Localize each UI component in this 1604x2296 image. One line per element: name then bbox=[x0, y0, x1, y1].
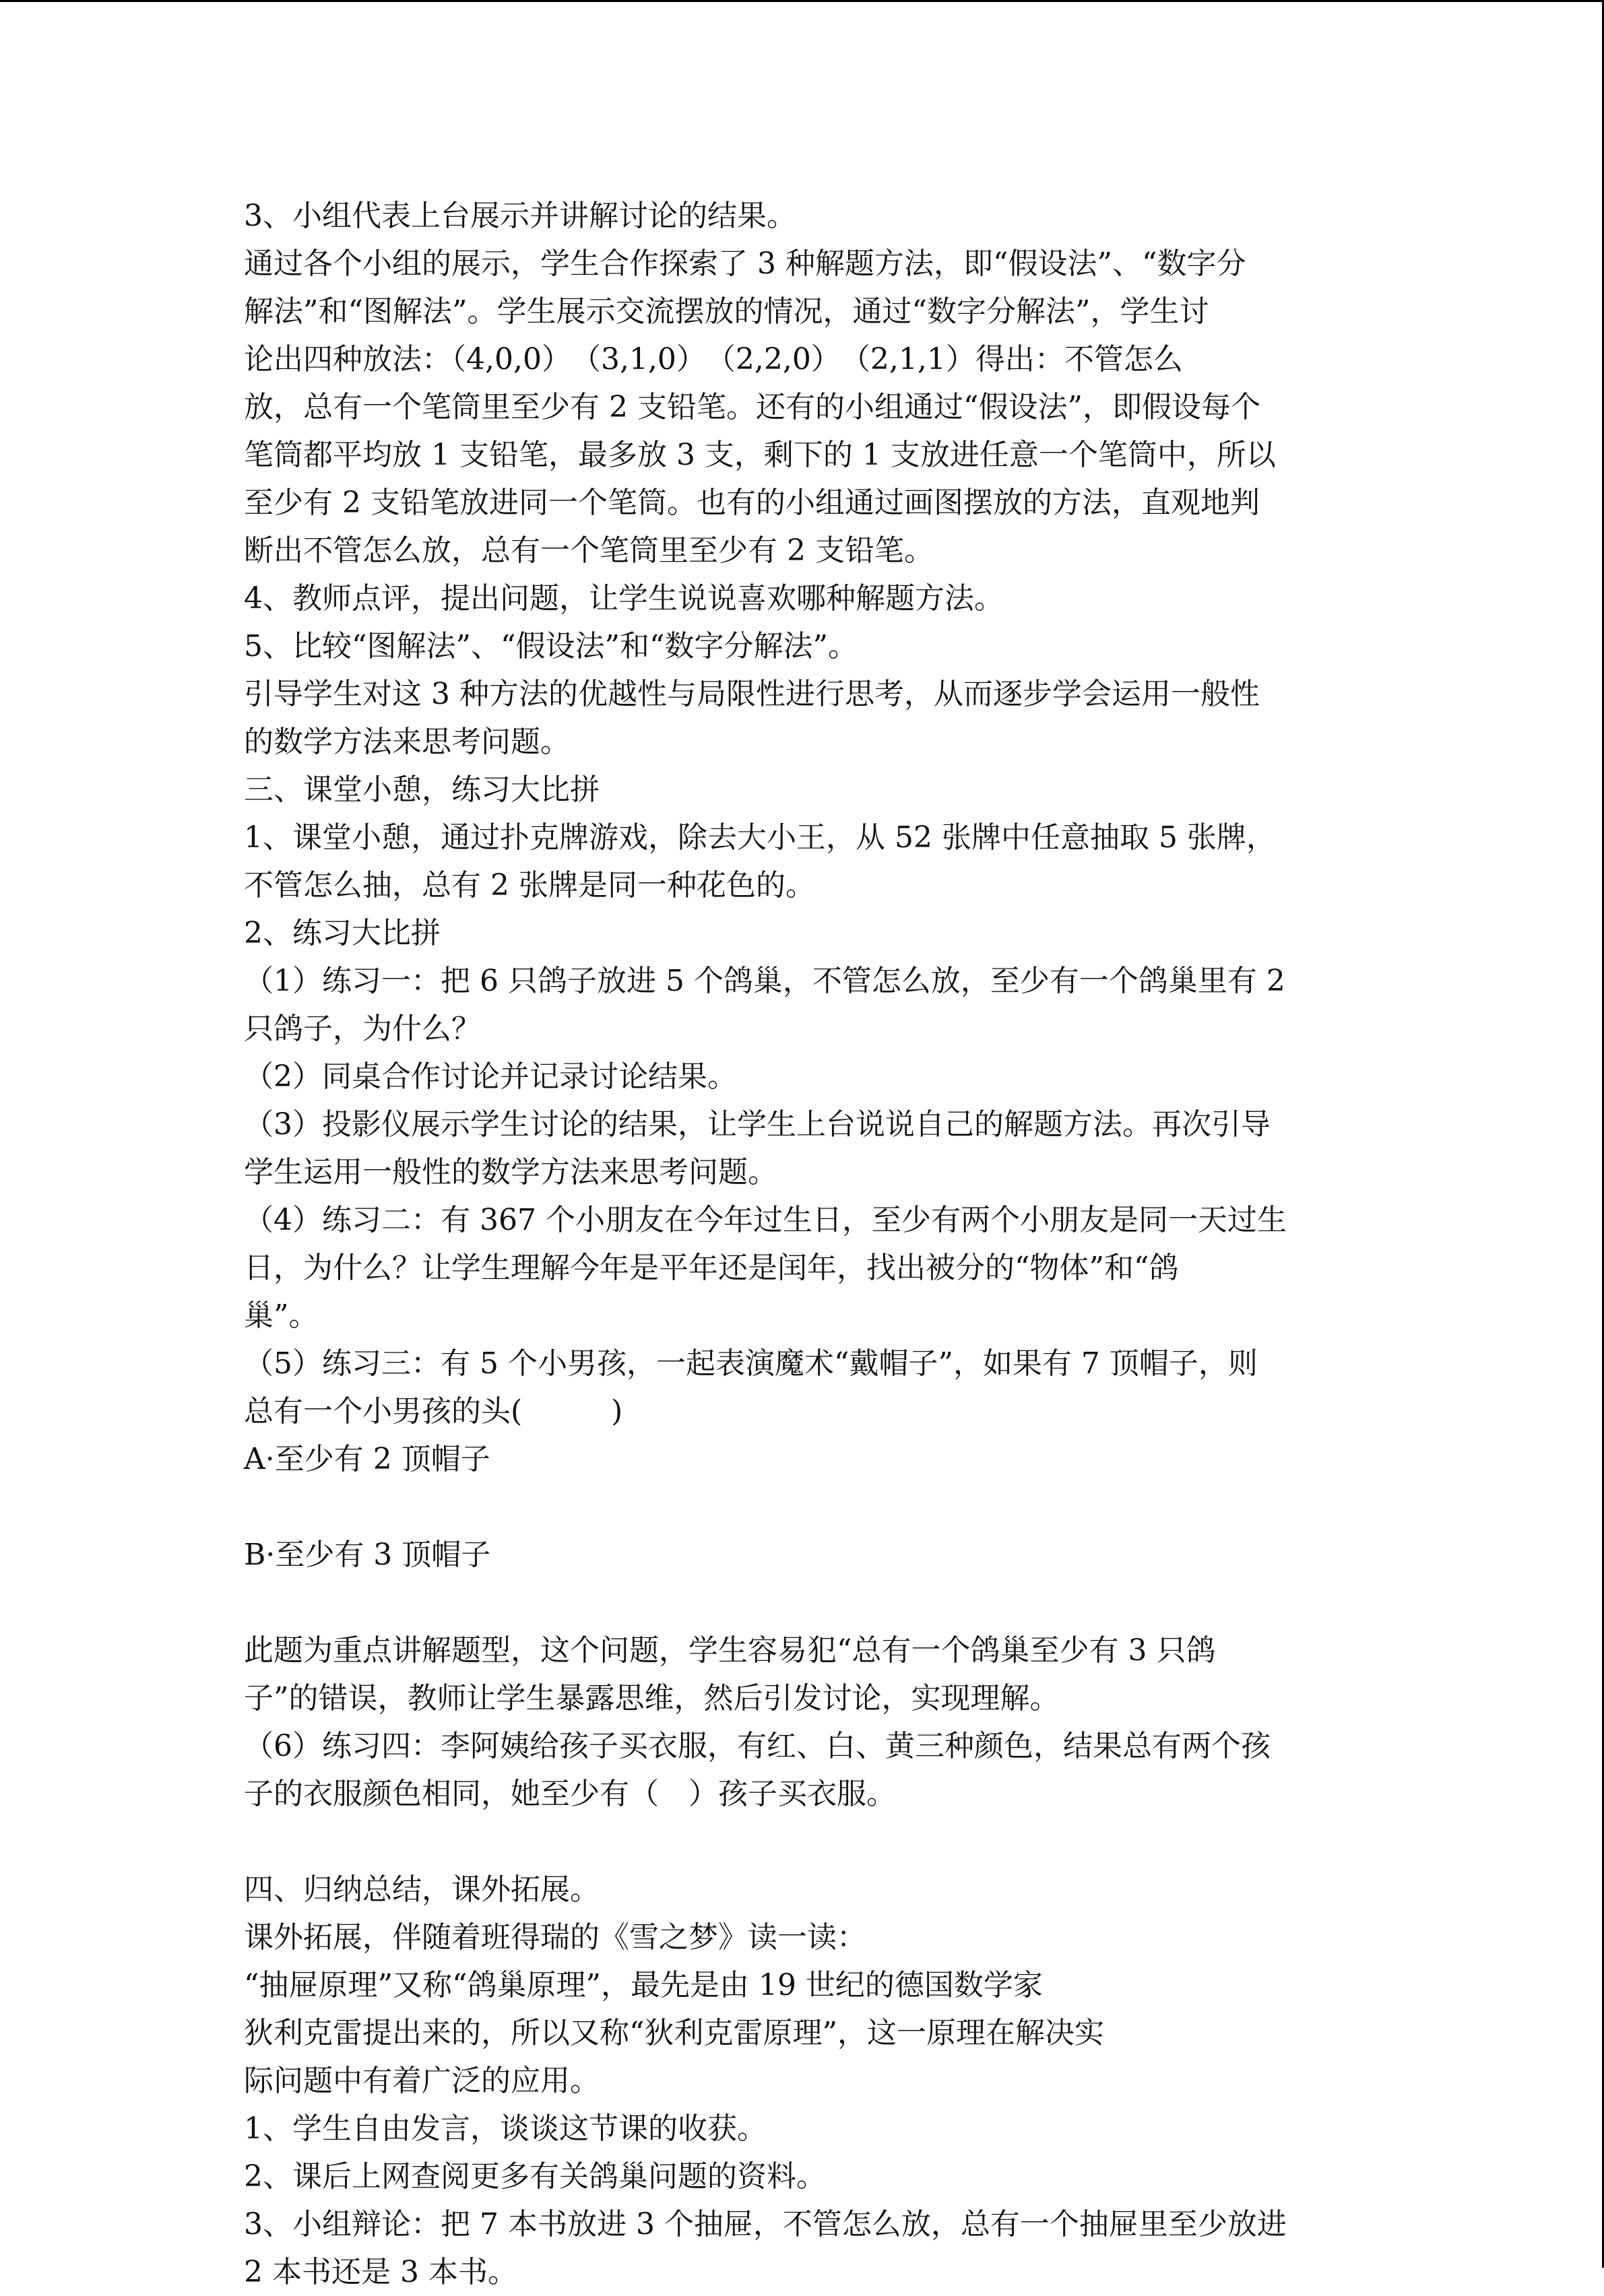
text-line: 2、课后上网查阅更多有关鸽巢问题的资料。 bbox=[244, 2159, 826, 2194]
text-line: 3、小组代表上台展示并讲解讨论的结果。 bbox=[244, 199, 796, 233]
text-line: 四、归纳总结，课外拓展。 bbox=[244, 1872, 600, 1907]
text-line: 解法”和“图解法”。学生展示交流摆放的情况，通过“数字分解法”，学生讨 bbox=[244, 294, 1209, 329]
text-line: 子的衣服颜色相同，她至少有（ ）孩子买衣服。 bbox=[244, 1777, 896, 1811]
page-top-border bbox=[0, 0, 1604, 2]
text-line: 断出不管怎么放，总有一个笔筒里至少有 2 支铅笔。 bbox=[244, 533, 934, 568]
text-line: 三、课堂小憩，练习大比拼 bbox=[244, 773, 600, 807]
text-line: 4、教师点评，提出问题，让学生说说喜欢哪种解题方法。 bbox=[244, 581, 1004, 616]
text-line: （4）练习二：有 367 个小朋友在今年过生日，至少有两个小朋友是同一天过生 bbox=[244, 1203, 1287, 1237]
text-line: （3）投影仪展示学生讨论的结果，让学生上台说说自己的解题方法。再次引导 bbox=[244, 1107, 1271, 1142]
text-line: 2、练习大比拼 bbox=[244, 916, 441, 950]
text-line: 不管怎么抽，总有 2 张牌是同一种花色的。 bbox=[244, 868, 815, 903]
text-line: （6）练习四：李阿姨给孩子买衣服，有红、白、黄三种颜色，结果总有两个孩 bbox=[244, 1729, 1271, 1763]
text-line: 放，总有一个笔筒里至少有 2 支铅笔。还有的小组通过“假设法”，即假设每个 bbox=[244, 390, 1260, 424]
text-line: 引导学生对这 3 种方法的优越性与局限性进行思考，从而逐步学会运用一般性 bbox=[244, 677, 1260, 711]
document-body bbox=[244, 192, 1376, 2296]
text-line: 笔筒都平均放 1 支铅笔，最多放 3 支，剩下的 1 支放进任意一个笔筒中，所以 bbox=[244, 438, 1276, 472]
text-line: 际问题中有着广泛的应用。 bbox=[244, 2064, 600, 2098]
text-line: 日，为什么？让学生理解今年是平年还是闰年，找出被分的“物体”和“鸽 bbox=[244, 1251, 1179, 1285]
text-line: 论出四种放法：（4,0,0） （3,1,0） （2,2,0） （2,1,1）得出：不管怎么 bbox=[244, 342, 1183, 376]
text-line: 此题为重点讲解题型，这个问题，学生容易犯“总有一个鸽巢至少有 3 只鸽 bbox=[244, 1633, 1216, 1668]
blank-line bbox=[244, 1579, 1376, 1627]
text-line: 至少有 2 支铅笔放进同一个笔筒。也有的小组通过画图摆放的方法，直观地判 bbox=[244, 486, 1260, 520]
text-line: 2 本书还是 3 本书。 bbox=[244, 2255, 517, 2289]
text-line: 子”的错误，教师让学生暴露思维，然后引发讨论，实现理解。 bbox=[244, 1681, 1060, 1715]
text-line: 通过各个小组的展示，学生合作探索了 3 种解题方法，即“假设法”、“数字分 bbox=[244, 247, 1246, 281]
text-line: B·至少有 3 顶帽子 bbox=[244, 1538, 491, 1572]
text-line: （1）练习一：把 6 只鸽子放进 5 个鸽巢，不管怎么放，至少有一个鸽巢里有 2 bbox=[244, 964, 1285, 998]
text-line: 只鸽子，为什么？ bbox=[244, 1012, 481, 1046]
text-line: 课外拓展，伴随着班得瑞的《雪之梦》读一读： bbox=[244, 1920, 866, 1955]
text-line: 学生运用一般性的数学方法来思考问题。 bbox=[244, 1155, 777, 1189]
text-line: “抽屉原理”又称“鸽巢原理”，最先是由 19 世纪的德国数学家 bbox=[244, 1968, 1043, 2002]
text-line: （2）同桌合作讨论并记录讨论结果。 bbox=[244, 1059, 737, 1094]
text-line: 5、比较“图解法”、“假设法”和“数字分解法”。 bbox=[244, 629, 858, 663]
text-line: （5）练习三：有 5 个小男孩，一起表演魔术“戴帽子”，如果有 7 顶帽子，则 bbox=[244, 1346, 1258, 1381]
text-line: 1、学生自由发言，谈谈这节课的收获。 bbox=[244, 2111, 767, 2146]
text-line: 的数学方法来思考问题。 bbox=[244, 725, 570, 759]
text-line: 巢”。 bbox=[244, 1299, 319, 1333]
text-line: 总有一个小男孩的头( ) bbox=[244, 1394, 623, 1429]
text-line: 3、小组辩论：把 7 本书放进 3 个抽屉，不管怎么放，总有一个抽屉里至少放进 bbox=[244, 2207, 1287, 2241]
text-line: A·至少有 2 顶帽子 bbox=[244, 1442, 490, 1476]
text-line: 狄利克雷提出来的，所以又称“狄利克雷原理”，这一原理在解决实 bbox=[244, 2016, 1104, 2050]
blank-line bbox=[244, 1818, 1376, 1866]
text-line: 1、课堂小憩，通过扑克牌游戏，除去大小王，从 52 张牌中任意抽取 5 张牌， bbox=[244, 820, 1276, 855]
blank-line bbox=[244, 1483, 1376, 1531]
